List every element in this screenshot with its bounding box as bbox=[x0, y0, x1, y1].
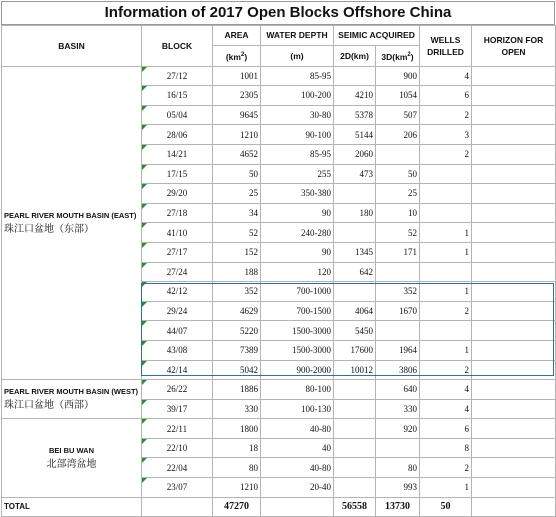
cell-wells[interactable]: 3 bbox=[420, 125, 472, 145]
cell-area[interactable]: 5220 bbox=[213, 321, 261, 341]
header-seismic-2d[interactable]: 2D(km) bbox=[334, 45, 376, 66]
cell-block[interactable]: 43/08 bbox=[142, 340, 213, 360]
cell-area[interactable]: 1886 bbox=[213, 380, 261, 400]
cell-area[interactable]: 50 bbox=[213, 164, 261, 184]
cell-seismic-3d[interactable]: 920 bbox=[376, 419, 420, 439]
cell-block[interactable]: 22/10 bbox=[142, 438, 213, 458]
cell-water-depth[interactable]: 900-2000 bbox=[261, 360, 334, 380]
cell-wells[interactable]: 4 bbox=[420, 399, 472, 419]
cell-area[interactable]: 1210 bbox=[213, 125, 261, 145]
cell-horizon[interactable] bbox=[472, 242, 556, 262]
cell-wells[interactable]: 6 bbox=[420, 86, 472, 106]
cell-area[interactable]: 80 bbox=[213, 458, 261, 478]
cell-seismic-3d[interactable] bbox=[376, 144, 420, 164]
cell-block[interactable]: 05/04 bbox=[142, 105, 213, 125]
cell-seismic-2d[interactable]: 2060 bbox=[334, 144, 376, 164]
cell-seismic-2d[interactable]: 180 bbox=[334, 203, 376, 223]
cell-block[interactable]: 22/04 bbox=[142, 458, 213, 478]
total-horizon[interactable] bbox=[472, 497, 556, 517]
cell-horizon[interactable] bbox=[472, 125, 556, 145]
sheet-title: Information of 2017 Open Blocks Offshore China bbox=[1, 1, 555, 25]
total-seismic-3d[interactable]: 13730 bbox=[376, 497, 420, 517]
cell-water-depth[interactable]: 80-100 bbox=[261, 380, 334, 400]
cell-area[interactable]: 352 bbox=[213, 282, 261, 302]
cell-block[interactable]: 27/18 bbox=[142, 203, 213, 223]
cell-horizon[interactable] bbox=[472, 340, 556, 360]
header-horizon[interactable]: HORIZON FOR OPEN bbox=[472, 26, 556, 67]
basin-cell[interactable] bbox=[2, 380, 142, 419]
cell-water-depth[interactable]: 85-95 bbox=[261, 66, 334, 86]
cell-seismic-2d[interactable]: 4210 bbox=[334, 86, 376, 106]
cell-block[interactable]: 29/20 bbox=[142, 184, 213, 204]
cell-wells[interactable]: 2 bbox=[420, 105, 472, 125]
cell-area[interactable]: 34 bbox=[213, 203, 261, 223]
cell-water-depth[interactable]: 1500-3000 bbox=[261, 321, 334, 341]
cell-area[interactable]: 18 bbox=[213, 438, 261, 458]
cell-area[interactable]: 330 bbox=[213, 399, 261, 419]
cell-block[interactable]: 29/24 bbox=[142, 301, 213, 321]
cell-seismic-2d[interactable]: 5450 bbox=[334, 321, 376, 341]
cell-water-depth[interactable]: 240-280 bbox=[261, 223, 334, 243]
basin-name-cn: 北部湾盆地 bbox=[46, 458, 97, 470]
cell-seismic-3d[interactable]: 206 bbox=[376, 125, 420, 145]
spreadsheet bbox=[1, 1, 555, 510]
cell-seismic-2d[interactable]: 642 bbox=[334, 262, 376, 282]
cell-horizon[interactable] bbox=[472, 438, 556, 458]
cell-block[interactable]: 27/24 bbox=[142, 262, 213, 282]
cell-water-depth[interactable]: 90 bbox=[261, 203, 334, 223]
cell-area[interactable]: 9645 bbox=[213, 105, 261, 125]
cell-wells[interactable]: 8 bbox=[420, 438, 472, 458]
header-area[interactable]: AREA bbox=[213, 26, 261, 46]
basin-name-cn: 珠江口盆地（西部） bbox=[4, 400, 94, 412]
cell-seismic-2d[interactable] bbox=[334, 223, 376, 243]
basin-cell[interactable] bbox=[2, 419, 142, 497]
cell-area[interactable]: 152 bbox=[213, 242, 261, 262]
cell-area[interactable]: 7389 bbox=[213, 340, 261, 360]
header-seismic-3d[interactable]: $3D(km^2)$ bbox=[376, 45, 420, 66]
cell-water-depth[interactable]: 40-80 bbox=[261, 458, 334, 478]
cell-horizon[interactable] bbox=[472, 399, 556, 419]
cell-seismic-3d[interactable] bbox=[376, 438, 420, 458]
cell-wells[interactable]: 6 bbox=[420, 419, 472, 439]
cell-area[interactable]: 188 bbox=[213, 262, 261, 282]
cell-wells[interactable]: 2 bbox=[420, 458, 472, 478]
cell-wells[interactable]: 1 bbox=[420, 340, 472, 360]
total-row bbox=[2, 497, 556, 517]
cell-area[interactable]: 52 bbox=[213, 223, 261, 243]
cell-seismic-3d[interactable]: 25 bbox=[376, 184, 420, 204]
blocks-table bbox=[1, 25, 556, 517]
basin-name-en: PEARL RIVER MOUTH BASIN (WEST) bbox=[4, 387, 139, 397]
cell-wells[interactable]: 2 bbox=[420, 144, 472, 164]
cell-horizon[interactable] bbox=[472, 105, 556, 125]
cell-block[interactable]: 28/06 bbox=[142, 125, 213, 145]
cell-block[interactable]: 22/11 bbox=[142, 419, 213, 439]
cell-horizon[interactable] bbox=[472, 144, 556, 164]
cell-wells[interactable]: 1 bbox=[420, 478, 472, 498]
cell-wells[interactable] bbox=[420, 203, 472, 223]
table-row bbox=[2, 380, 556, 400]
cell-seismic-3d[interactable]: 330 bbox=[376, 399, 420, 419]
cell-area[interactable]: 1001 bbox=[213, 66, 261, 86]
cell-horizon[interactable] bbox=[472, 478, 556, 498]
cell-seismic-3d[interactable]: 1054 bbox=[376, 86, 420, 106]
total-label[interactable]: TOTAL bbox=[2, 497, 142, 517]
cell-horizon[interactable] bbox=[472, 458, 556, 478]
cell-horizon[interactable] bbox=[472, 223, 556, 243]
cell-block[interactable]: 27/12 bbox=[142, 66, 213, 86]
cell-seismic-3d[interactable]: 171 bbox=[376, 242, 420, 262]
cell-seismic-2d[interactable] bbox=[334, 438, 376, 458]
cell-wells[interactable] bbox=[420, 262, 472, 282]
cell-seismic-2d[interactable]: 10012 bbox=[334, 360, 376, 380]
cell-seismic-2d[interactable] bbox=[334, 66, 376, 86]
cell-block[interactable]: 17/15 bbox=[142, 164, 213, 184]
cell-block[interactable]: 16/15 bbox=[142, 86, 213, 106]
cell-water-depth[interactable]: 90-100 bbox=[261, 125, 334, 145]
total-block[interactable] bbox=[142, 497, 213, 517]
cell-block[interactable]: 42/12 bbox=[142, 282, 213, 302]
cell-block[interactable]: 14/21 bbox=[142, 144, 213, 164]
cell-wells[interactable] bbox=[420, 164, 472, 184]
cell-seismic-3d[interactable] bbox=[376, 262, 420, 282]
cell-wells[interactable]: 1 bbox=[420, 223, 472, 243]
cell-area[interactable]: 5042 bbox=[213, 360, 261, 380]
basin-name-en: BEI BU WAN bbox=[49, 445, 94, 455]
cell-wells[interactable]: 1 bbox=[420, 242, 472, 262]
total-water-depth[interactable] bbox=[261, 497, 334, 517]
cell-water-depth[interactable]: 100-130 bbox=[261, 399, 334, 419]
cell-block[interactable]: 39/17 bbox=[142, 399, 213, 419]
total-wells[interactable]: 50 bbox=[420, 497, 472, 517]
cell-seismic-3d[interactable] bbox=[376, 321, 420, 341]
cell-water-depth[interactable]: 700-1000 bbox=[261, 282, 334, 302]
cell-seismic-2d[interactable] bbox=[334, 184, 376, 204]
cell-seismic-2d[interactable] bbox=[334, 399, 376, 419]
cell-horizon[interactable] bbox=[472, 184, 556, 204]
cell-horizon[interactable] bbox=[472, 360, 556, 380]
cell-seismic-2d[interactable] bbox=[334, 419, 376, 439]
cell-seismic-3d[interactable]: 900 bbox=[376, 66, 420, 86]
cell-area[interactable]: 25 bbox=[213, 184, 261, 204]
cell-seismic-3d[interactable]: 507 bbox=[376, 105, 420, 125]
cell-horizon[interactable] bbox=[472, 380, 556, 400]
cell-seismic-2d[interactable]: 1345 bbox=[334, 242, 376, 262]
table-row bbox=[2, 419, 556, 439]
cell-water-depth[interactable]: 30-80 bbox=[261, 105, 334, 125]
cell-horizon[interactable] bbox=[472, 203, 556, 223]
cell-seismic-2d[interactable] bbox=[334, 458, 376, 478]
cell-wells[interactable]: 4 bbox=[420, 380, 472, 400]
header-area-unit[interactable]: $(km^2)$ bbox=[213, 45, 261, 66]
cell-area[interactable]: 1800 bbox=[213, 419, 261, 439]
cell-water-depth[interactable]: 40-80 bbox=[261, 419, 334, 439]
cell-seismic-3d[interactable]: 640 bbox=[376, 380, 420, 400]
cell-seismic-2d[interactable]: 5378 bbox=[334, 105, 376, 125]
cell-wells[interactable] bbox=[420, 321, 472, 341]
cell-block[interactable]: 27/17 bbox=[142, 242, 213, 262]
cell-water-depth[interactable]: 100-200 bbox=[261, 86, 334, 106]
cell-block[interactable]: 26/22 bbox=[142, 380, 213, 400]
cell-seismic-3d[interactable]: 52 bbox=[376, 223, 420, 243]
cell-water-depth[interactable]: 1500-3000 bbox=[261, 340, 334, 360]
cell-water-depth[interactable]: 85-95 bbox=[261, 144, 334, 164]
cell-seismic-2d[interactable] bbox=[334, 380, 376, 400]
cell-horizon[interactable] bbox=[472, 321, 556, 341]
cell-seismic-3d[interactable]: 50 bbox=[376, 164, 420, 184]
cell-seismic-2d[interactable]: 473 bbox=[334, 164, 376, 184]
cell-water-depth[interactable]: 90 bbox=[261, 242, 334, 262]
cell-horizon[interactable] bbox=[472, 164, 556, 184]
cell-seismic-3d[interactable]: 993 bbox=[376, 478, 420, 498]
cell-seismic-3d[interactable]: 10 bbox=[376, 203, 420, 223]
header-seismic[interactable]: SEIMIC ACQUIRED bbox=[334, 26, 420, 46]
cell-seismic-3d[interactable]: 352 bbox=[376, 282, 420, 302]
basin-name-en: PEARL RIVER MOUTH BASIN (EAST) bbox=[4, 210, 137, 220]
basin-name-cn: 珠江口盆地（东部） bbox=[4, 223, 94, 235]
cell-seismic-3d[interactable]: 1964 bbox=[376, 340, 420, 360]
cell-seismic-2d[interactable] bbox=[334, 282, 376, 302]
header-water-depth-unit[interactable]: (m) bbox=[261, 45, 334, 66]
cell-block[interactable]: 44/07 bbox=[142, 321, 213, 341]
cell-horizon[interactable] bbox=[472, 282, 556, 302]
cell-horizon[interactable] bbox=[472, 419, 556, 439]
cell-horizon[interactable] bbox=[472, 262, 556, 282]
header-water-depth[interactable]: WATER DEPTH bbox=[261, 26, 334, 46]
cell-block[interactable]: 42/14 bbox=[142, 360, 213, 380]
cell-water-depth[interactable]: 255 bbox=[261, 164, 334, 184]
cell-area[interactable]: 2305 bbox=[213, 86, 261, 106]
cell-horizon[interactable] bbox=[472, 301, 556, 321]
cell-wells[interactable]: 2 bbox=[420, 360, 472, 380]
total-seismic-2d[interactable]: 56558 bbox=[334, 497, 376, 517]
cell-water-depth[interactable]: 700-1500 bbox=[261, 301, 334, 321]
table-row bbox=[2, 66, 556, 86]
cell-seismic-2d[interactable]: 17600 bbox=[334, 340, 376, 360]
cell-seismic-2d[interactable]: 4064 bbox=[334, 301, 376, 321]
cell-seismic-2d[interactable] bbox=[334, 478, 376, 498]
header-basin[interactable]: BASIN bbox=[2, 26, 142, 67]
cell-water-depth[interactable]: 120 bbox=[261, 262, 334, 282]
cell-block[interactable]: 23/07 bbox=[142, 478, 213, 498]
header-wells[interactable]: WELLS DRILLED bbox=[420, 26, 472, 67]
cell-water-depth[interactable]: 350-380 bbox=[261, 184, 334, 204]
cell-seismic-3d[interactable]: 3806 bbox=[376, 360, 420, 380]
cell-wells[interactable]: 1 bbox=[420, 282, 472, 302]
total-area[interactable]: 47270 bbox=[213, 497, 261, 517]
cell-wells[interactable]: 4 bbox=[420, 66, 472, 86]
cell-seismic-3d[interactable]: 80 bbox=[376, 458, 420, 478]
header-block[interactable]: BLOCK bbox=[142, 26, 213, 67]
cell-area[interactable]: 4652 bbox=[213, 144, 261, 164]
basin-cell[interactable] bbox=[2, 66, 142, 380]
cell-water-depth[interactable]: 40 bbox=[261, 438, 334, 458]
cell-wells[interactable]: 2 bbox=[420, 301, 472, 321]
cell-area[interactable]: 1210 bbox=[213, 478, 261, 498]
cell-wells[interactable] bbox=[420, 184, 472, 204]
cell-horizon[interactable] bbox=[472, 86, 556, 106]
cell-seismic-2d[interactable]: 5144 bbox=[334, 125, 376, 145]
cell-water-depth[interactable]: 20-40 bbox=[261, 478, 334, 498]
header-row bbox=[2, 26, 556, 46]
cell-block[interactable]: 41/10 bbox=[142, 223, 213, 243]
cell-area[interactable]: 4629 bbox=[213, 301, 261, 321]
cell-seismic-3d[interactable]: 1670 bbox=[376, 301, 420, 321]
cell-horizon[interactable] bbox=[472, 66, 556, 86]
